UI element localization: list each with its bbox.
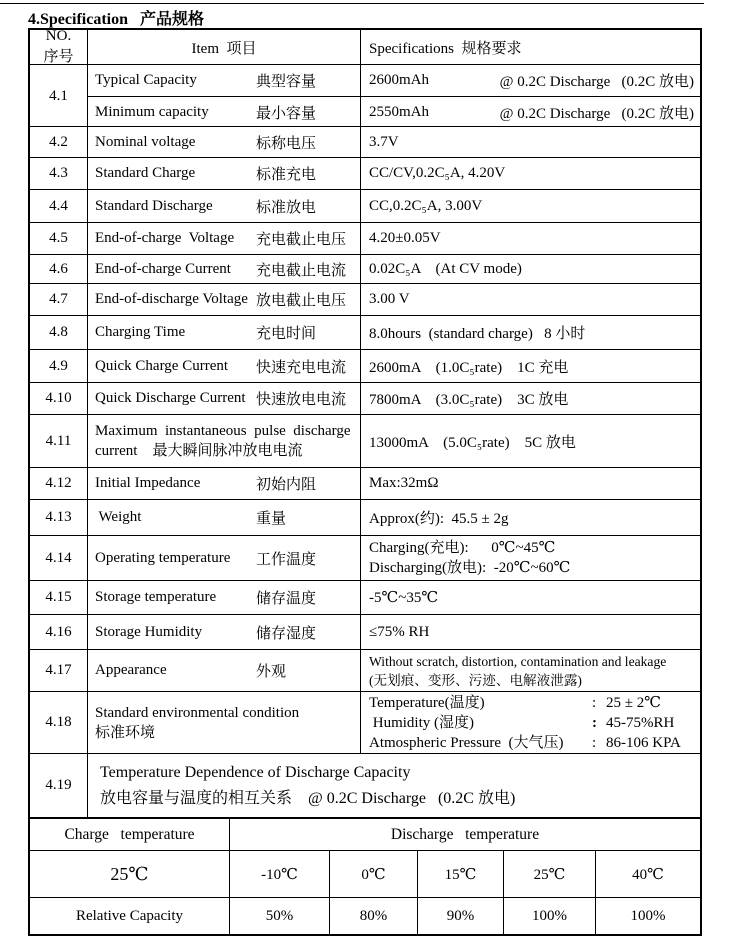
env-temperature-value: 25 ± 2℃ (606, 694, 662, 711)
row-4-1b-item-en: Minimum capacity (95, 103, 209, 120)
discharge-temp-cell-4 (595, 851, 700, 897)
row-4-1 (30, 64, 700, 126)
row-4-15-item-en: Storage temperature (95, 589, 217, 605)
row-4-4-item (87, 190, 360, 222)
row-4-5-spec-text: 4.20±0.05V (369, 230, 441, 246)
row-4-15-spec-text: -5℃~35℃ (369, 590, 439, 606)
env-pressure-value: 86-106 KPA (606, 734, 681, 751)
row-4-11-no (30, 415, 87, 467)
row-4-17-item-en: Appearance (95, 662, 167, 678)
row-4-6-item-zh: 充电截止电流 (256, 262, 347, 279)
row-4-14-item-zh: 工作温度 (256, 551, 317, 568)
row-4-18-no-text: 4.18 (45, 714, 72, 730)
row-4-2-spec (360, 127, 700, 157)
row-4-9-no (30, 350, 87, 382)
row-4-1b-value: 2550mAh (369, 103, 429, 120)
discharge-temp-1: 0℃ (361, 866, 386, 883)
discharge-temp-cell-1 (329, 851, 417, 897)
relative-capacity-4: 100% (630, 907, 666, 924)
env-pressure-colon: : (592, 734, 597, 751)
row-4-11-item-line2: current 最大瞬间脉冲放电电流 (95, 443, 303, 459)
row-4-16-spec-text: ≤75% RH (369, 623, 430, 640)
row-4-1a-value: 2600mAh (369, 72, 429, 88)
row-4-14-no-text: 4.14 (45, 549, 72, 566)
temp-values-row (30, 850, 700, 897)
row-4-3-no-text: 4.3 (49, 165, 68, 181)
row-4-2 (30, 126, 700, 157)
row-4-6-spec-text: 0.02C₅A (At CV mode) (369, 260, 522, 277)
row-4-14-item (87, 536, 360, 580)
row-4-1b-spec (360, 97, 700, 127)
row-4-15-no-text: 4.15 (45, 589, 72, 605)
env-temperature-colon: : (592, 694, 597, 711)
row-4-2-no-text: 4.2 (49, 133, 68, 150)
row-4-10-item (87, 383, 360, 414)
row-4-17-spec (360, 650, 700, 691)
row-4-17-spec-line2: (无划痕、变形、污迹、电解液泄露) (369, 672, 582, 688)
header-no-line1: NO. (45, 30, 72, 44)
row-4-6-spec (360, 255, 700, 283)
row-4-17-no-text: 4.17 (45, 662, 72, 678)
discharge-temp-0: -10℃ (261, 866, 298, 883)
page-title: 4.Specification 产品规格 (28, 11, 204, 28)
row-4-5-no-text: 4.5 (49, 230, 68, 246)
row-4-19-content (87, 754, 700, 817)
relative-capacity-cell-3 (503, 898, 595, 934)
env-humidity-value: 45-75%RH (606, 714, 675, 731)
row-4-2-no (30, 127, 87, 157)
discharge-temp-cell-3 (503, 851, 595, 897)
row-4-13-item-zh: 重量 (256, 511, 287, 527)
row-4-16-item-zh: 储存湿度 (256, 625, 317, 642)
relative-capacity-1: 80% (359, 907, 388, 924)
row-4-8-spec (360, 316, 700, 349)
temp-table-header-row (30, 817, 700, 850)
row-4-1-subrows (87, 65, 700, 127)
charge-temp-value: 25℃ (110, 863, 149, 884)
row-4-13-no (30, 500, 87, 535)
row-4-15-item (87, 581, 360, 614)
row-4-8-item-en: Charging Time (95, 324, 186, 340)
row-4-5-spec (360, 223, 700, 254)
row-4-16-spec (360, 615, 700, 649)
row-4-13-item-en: Weight (95, 509, 142, 525)
row-4-16-item-en: Storage Humidity (95, 623, 203, 640)
row-4-8-item (87, 316, 360, 349)
row-4-7 (30, 283, 700, 315)
row-4-5-item-zh: 充电截止电压 (256, 232, 347, 248)
row-4-1b-item (87, 97, 360, 127)
row-4-3-spec-text: CC/CV,0.2C₅A, 4.20V (369, 165, 506, 181)
row-4-5-item-en: End-of-charge Voltage (95, 230, 235, 246)
env-pressure-label: Atmospheric Pressure (大气压) (369, 734, 564, 751)
row-4-13-item (87, 500, 360, 535)
header-no-cell (30, 30, 87, 64)
row-4-10-no-text: 4.10 (45, 390, 72, 406)
row-4-4-spec (360, 190, 700, 222)
page-header-rule (0, 3, 704, 4)
row-4-17 (30, 649, 700, 691)
discharge-temp-4: 40℃ (632, 866, 664, 883)
row-4-10-spec (360, 383, 700, 414)
row-4-19-line1: Temperature Dependence of Discharge Capacity (100, 763, 411, 781)
row-4-10 (30, 382, 700, 414)
row-4-19 (30, 753, 700, 817)
row-4-6-item-en: End-of-charge Current (95, 260, 231, 277)
row-4-16-no-text: 4.16 (45, 623, 72, 640)
row-4-1-no-text: 4.1 (49, 87, 68, 104)
header-spec-cell (360, 30, 700, 64)
row-4-7-spec (360, 284, 700, 315)
row-4-19-no-text: 4.19 (45, 777, 72, 793)
row-4-9-spec-text: 2600mA (1.0C₅rate) 1C 充电 (369, 359, 569, 376)
row-4-14-spec-line2: Discharging(放电): -20℃~60℃ (369, 560, 571, 576)
row-4-2-spec-text: 3.7V (369, 133, 399, 150)
row-4-18-spec (360, 692, 700, 753)
row-4-6-no (30, 255, 87, 283)
row-4-11 (30, 414, 700, 467)
row-4-16 (30, 614, 700, 649)
row-4-14-spec-line1: Charging(充电): 0℃~45℃ (369, 540, 556, 556)
relative-capacity-cell-1 (329, 898, 417, 934)
discharge-temp-cell-0 (229, 851, 329, 897)
row-4-9-no-text: 4.9 (49, 357, 68, 374)
env-line-humidity (369, 713, 700, 733)
row-4-2-item (87, 127, 360, 157)
row-4-1b (87, 96, 700, 127)
row-4-7-item (87, 284, 360, 315)
row-4-15-spec (360, 581, 700, 614)
env-line-pressure (369, 733, 700, 753)
row-4-8-spec-text: 8.0hours (standard charge) 8 小时 (369, 326, 586, 342)
env-humidity-label: Humidity (湿度) (369, 714, 474, 731)
row-4-6-item (87, 255, 360, 283)
row-4-12-item-en: Initial Impedance (95, 475, 201, 491)
row-4-14-item-en: Operating temperature (95, 549, 231, 566)
relative-capacity-label: Relative Capacity (75, 907, 184, 924)
row-4-7-item-zh: 放电截止电压 (256, 293, 347, 309)
row-4-9 (30, 349, 700, 382)
header-no-line2: 序号 (43, 49, 74, 64)
specification-table (28, 28, 702, 936)
row-4-9-item (87, 350, 360, 382)
row-4-12-item-zh: 初始内阻 (256, 477, 317, 493)
row-4-12-item (87, 468, 360, 499)
row-4-1a (87, 65, 700, 96)
row-4-13-spec-text: Approx(约): 45.5 ± 2g (369, 511, 509, 527)
row-4-18-no (30, 692, 87, 753)
env-temperature-label: Temperature(温度) (369, 694, 485, 711)
row-4-13-no-text: 4.13 (45, 509, 72, 525)
row-4-16-item (87, 615, 360, 649)
row-4-16-no (30, 615, 87, 649)
row-4-3-no (30, 158, 87, 189)
row-4-14 (30, 535, 700, 580)
row-4-4-item-zh: 标准放电 (256, 199, 317, 216)
row-4-18-item (87, 692, 360, 753)
row-4-15-no (30, 581, 87, 614)
discharge-temp-2: 15℃ (444, 866, 477, 883)
row-4-12-no (30, 468, 87, 499)
row-4-9-spec (360, 350, 700, 382)
row-4-8-no (30, 316, 87, 349)
row-4-17-spec-line1: Without scratch, distortion, contamination and leakage (369, 653, 667, 669)
row-4-15-item-zh: 储存温度 (256, 591, 317, 607)
row-4-12-spec-text: Max:32mΩ (369, 475, 439, 491)
relative-capacity-0: 50% (265, 907, 294, 924)
row-4-4-item-en: Standard Discharge (95, 197, 213, 214)
discharge-temperature-header-text: Discharge temperature (390, 825, 540, 843)
row-4-11-item (87, 415, 360, 467)
row-4-19-line2: 放电容量与温度的相互关系 @ 0.2C Discharge (0.2C 放电) (100, 789, 516, 807)
env-line-temperature (369, 693, 700, 713)
relative-capacity-cell-4 (595, 898, 700, 934)
row-4-11-spec-text: 13000mA (5.0C₅rate) 5C 放电 (369, 434, 576, 451)
row-4-4-no (30, 190, 87, 222)
discharge-temp-cell-2 (417, 851, 503, 897)
row-4-14-no (30, 536, 87, 580)
row-4-13-spec (360, 500, 700, 535)
row-4-5-no (30, 223, 87, 254)
row-4-11-spec (360, 415, 700, 467)
discharge-temperature-header (229, 819, 700, 850)
relative-capacity-row (30, 897, 700, 934)
row-4-12-no-text: 4.12 (45, 475, 72, 491)
row-4-3-item-en: Standard Charge (95, 165, 196, 181)
row-4-1-no (30, 65, 87, 127)
row-4-5-item (87, 223, 360, 254)
row-4-4-spec-text: CC,0.2C₅A, 3.00V (369, 197, 483, 214)
row-4-10-item-en: Quick Discharge Current (95, 390, 246, 406)
row-4-11-item-line1: Maximum instantaneous pulse discharge (95, 423, 351, 439)
table-header-row (30, 30, 700, 64)
row-4-7-spec-text: 3.00 V (369, 291, 410, 307)
row-4-14-spec (360, 536, 700, 580)
row-4-17-item (87, 650, 360, 691)
charge-temperature-header (30, 819, 229, 850)
header-spec-label: Specifications 规格要求 (369, 40, 522, 57)
row-4-1b-item-zh: 最小容量 (256, 105, 317, 122)
row-4-6 (30, 254, 700, 283)
row-4-9-item-zh: 快速充电电流 (256, 359, 347, 376)
row-4-4 (30, 189, 700, 222)
row-4-10-spec-text: 7800mA (3.0C₅rate) 3C 放电 (369, 392, 569, 408)
row-4-8-no-text: 4.8 (49, 324, 68, 340)
row-4-10-no (30, 383, 87, 414)
row-4-3-spec (360, 158, 700, 189)
row-4-12 (30, 467, 700, 499)
row-4-3 (30, 157, 700, 189)
row-4-1a-item (87, 65, 360, 96)
header-item-label: Item 项目 (191, 40, 257, 57)
row-4-5 (30, 222, 700, 254)
row-4-2-item-zh: 标称电压 (256, 135, 317, 152)
row-4-2-item-en: Nominal voltage (95, 133, 196, 150)
row-4-3-item-zh: 标准充电 (256, 167, 317, 183)
row-4-15 (30, 580, 700, 614)
row-4-1a-spec (360, 65, 700, 96)
row-4-6-no-text: 4.6 (49, 260, 68, 277)
row-4-12-spec (360, 468, 700, 499)
charge-temperature-header-text: Charge temperature (64, 825, 195, 843)
row-4-18 (30, 691, 700, 753)
row-4-19-no (30, 754, 87, 817)
row-4-10-item-zh: 快速放电电流 (256, 392, 347, 408)
row-4-1a-item-zh: 典型容量 (256, 74, 317, 90)
relative-capacity-3: 100% (532, 907, 567, 924)
discharge-temp-3: 25℃ (533, 866, 566, 883)
row-4-18-item-line2: 标准环境 (95, 724, 156, 741)
relative-capacity-2: 90% (446, 907, 475, 924)
row-4-8 (30, 315, 700, 349)
row-4-4-no-text: 4.4 (49, 197, 68, 214)
row-4-1a-note: @ 0.2C Discharge (0.2C 放电) (499, 74, 694, 90)
header-item-cell (87, 30, 360, 64)
row-4-17-item-zh: 外观 (256, 664, 287, 680)
env-humidity-colon: : (592, 714, 597, 731)
relative-capacity-label-cell (30, 898, 229, 934)
row-4-8-item-zh: 充电时间 (256, 326, 317, 342)
row-4-7-item-en: End-of-discharge Voltage (95, 291, 248, 307)
row-4-18-item-line1: Standard environmental condition (95, 704, 300, 721)
row-4-9-item-en: Quick Charge Current (95, 357, 229, 374)
row-4-17-no (30, 650, 87, 691)
row-4-1a-item-en: Typical Capacity (95, 72, 197, 88)
row-4-7-no-text: 4.7 (49, 291, 68, 307)
relative-capacity-cell-2 (417, 898, 503, 934)
row-4-11-no-text: 4.11 (45, 432, 72, 449)
row-4-1b-note: @ 0.2C Discharge (0.2C 放电) (499, 105, 694, 122)
charge-temp-cell (30, 851, 229, 897)
relative-capacity-cell-0 (229, 898, 329, 934)
row-4-7-no (30, 284, 87, 315)
row-4-13 (30, 499, 700, 535)
row-4-3-item (87, 158, 360, 189)
